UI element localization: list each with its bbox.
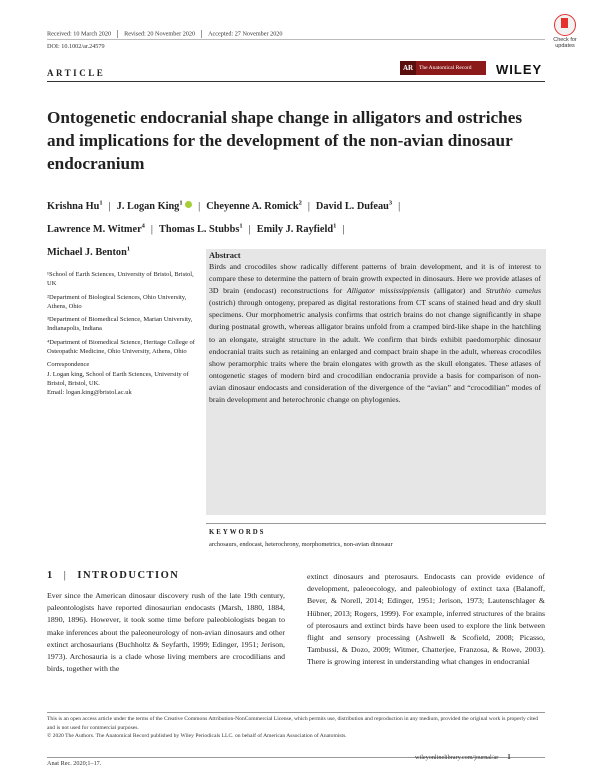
- author-name[interactable]: Cheyenne A. Romick$^2$: [206, 200, 302, 213]
- article-dates: [47, 30, 282, 38]
- abstract-text: Birds and crocodiles show radically different patterns of brain development, and it is of interest to compare these to determine the pattern of brain growth expected in dinosaurs. Here we provide atlases of 3D brain (endocast) reconstructions for Alligator mississippiensis (alligator) and Struthio camelus (ostrich) through ontogeny, prepared as digital restorations from CT scans of stained head and dry skull specimens. Our morphometric analysis confirms that ostrich brains do not change significantly in shape during postnatal growth, whereas alligator brains unfold from a cramped bird-like shape in the hatchling to an elongate, straight structure in the adult. We confirm that birds exhibit paedomorphic dinosaur endocranial traits such as retaining an enlarged and compact brain shape in the adult, whereas crocodiles show peramorphic traits where the brain elongates with growth as the skull elongates. These atlases of ontogenetic stages of modern bird and crocodilian endocrania provide a basis for comparison of non-avian dinosaur endocasts and consideration of the divergence of the “avian” and “crocodilian” modes of brain development and heterochronic change on phylogenies.: [209, 262, 541, 405]
- affiliation: ⁴Department of Biomedical Science, Heritage College of Osteopathic Medicine, Ohio University, Athens, Ohio: [47, 338, 195, 356]
- article-title: Ontogenetic endocranial shape change in alligators and ostriches and implications for the development of the non-avian dinosaur endocranium: [47, 108, 523, 173]
- intro-column-2: extinct dinosaurs and pterosaurs. Endocasts can provide evidence of development, paleoecology, and paleobiology of extinct taxa (Balanoff, Bever, & Norell, 2014; Edinger, 1951; Jerison, 1973; Lautenschlager & Hübner, 2013; Rogers, 1999). For example, inferred structures of the brains of pterosaurs and extinct birds have been used to explore the link between flight and sensory processing (Ashwell & Scofield, 2008; Picasso, Tambussi, & Dozo, 2009; Witmer, Chatterjee, Franzosa, & Rowe, 2003). There is growing interest in understanding what changes in endocranial: [307, 572, 545, 667]
- author-name[interactable]: Krishna Hu$^1$: [47, 200, 103, 213]
- page-info: [415, 753, 511, 761]
- author-name[interactable]: Thomas L. Stubbs$^1$: [158, 222, 243, 236]
- bookmark-icon: [554, 14, 576, 36]
- author-name[interactable]: David L. Dufeau$^3$: [315, 200, 393, 213]
- affiliation: ³Department of Biomedical Science, Marian University, Indianapolis, Indiana: [47, 316, 193, 333]
- publisher-logo[interactable]: WILEY: [496, 62, 543, 77]
- section-heading: 1 | INTRODUCTION: [47, 570, 180, 581]
- copyright-text: © 2020 The Authors. The Anatomical Record published by Wiley Periodicals LLC. on behalf of American Association of Anatomists.: [47, 733, 347, 740]
- affiliations: [47, 270, 195, 402]
- keywords-list: archosaurs, endocast, heterochrony, morphometrics, non-avian dinosaur: [209, 541, 393, 548]
- journal-badge: AR: [400, 61, 416, 75]
- author-name[interactable]: J. Logan King$^1$: [117, 201, 192, 212]
- received-date: Received: 10 March 2020: [47, 30, 112, 38]
- author-name[interactable]: Lawrence M. Witmer$^4$: [47, 222, 145, 236]
- license-footer: [47, 715, 545, 741]
- doi[interactable]: DOI: 10.1002/ar.24579: [47, 43, 105, 50]
- accepted-date: Accepted: 27 November 2020: [208, 30, 283, 38]
- journal-url[interactable]: wileyonlinelibrary.com/journal/ar: [415, 754, 499, 761]
- author-name[interactable]: Emily J. Rayfield$^1$: [256, 222, 337, 236]
- license-text: This is an open access article under the terms of the Creative Commons Attribution-NonCommercial License, which permits use, distribution and reproduction in any medium, provided the original work is properly cited and is not used for commercial purposes.: [47, 716, 539, 731]
- revised-date: Revised: 20 November 2020: [124, 30, 196, 38]
- footer-rule: [47, 712, 545, 713]
- keywords-rule: [206, 523, 546, 524]
- correspondence-heading: Correspondence: [47, 361, 90, 369]
- author-name[interactable]: Michael J. Benton$^1$: [47, 245, 131, 259]
- article-rule: [47, 81, 545, 82]
- correspondence-text: J. Logan king, School of Earth Sciences, University of Bristol, Bristol, UK.: [47, 370, 189, 387]
- author-list: Krishna Hu$^1$ | J. Logan King$^1$ | Cheyenne A. Romick$^2$ | David L. Dufeau$^3$ | Lawrence M. Witmer$^4$ | Thomas L. Stubbs$^1$ | Emily J. Rayfield$^1$ | Michael J. Benton$^1$: [47, 200, 401, 259]
- journal-logo[interactable]: [400, 61, 486, 75]
- check-for-updates-badge[interactable]: [546, 14, 584, 52]
- correspondence-email[interactable]: Email: logan.king@bristol.ac.uk: [47, 389, 132, 397]
- affiliation: ¹School of Earth Sciences, University of Bristol, Bristol, UK: [47, 271, 194, 288]
- orcid-icon[interactable]: [185, 201, 192, 208]
- keywords-heading: KEYWORDS: [209, 529, 266, 536]
- page-number: 1: [507, 753, 511, 761]
- article-type-label: ARTICLE: [47, 68, 106, 78]
- intro-column-1: Ever since the American dinosaur discovery rush of the late 19th century, paleontologists have reported dinosaurian endocasts (Marsh, 1880, 1884, 1890, 1896). However, it took some time before paleobiologists began to make inferences about the paleoneurology of non-avian dinosaurs and other extinct archosaurians (Buchholtz & Seyfarth, 1999; Edinger, 1951; Jerison, 1973). Archosauria is a clade whose living members are crocodilians and birds, together with the: [47, 591, 285, 674]
- affiliation: ²Department of Biological Sciences, Ohio University, Athens, Ohio: [47, 293, 187, 310]
- journal-name: The Anatomical Record: [419, 65, 472, 71]
- check-updates-label: Check for updates: [553, 37, 577, 49]
- journal-reference: Anat Rec. 2020;1–17.: [47, 760, 102, 767]
- header-rule: [47, 39, 545, 40]
- abstract-heading: Abstract: [209, 250, 241, 260]
